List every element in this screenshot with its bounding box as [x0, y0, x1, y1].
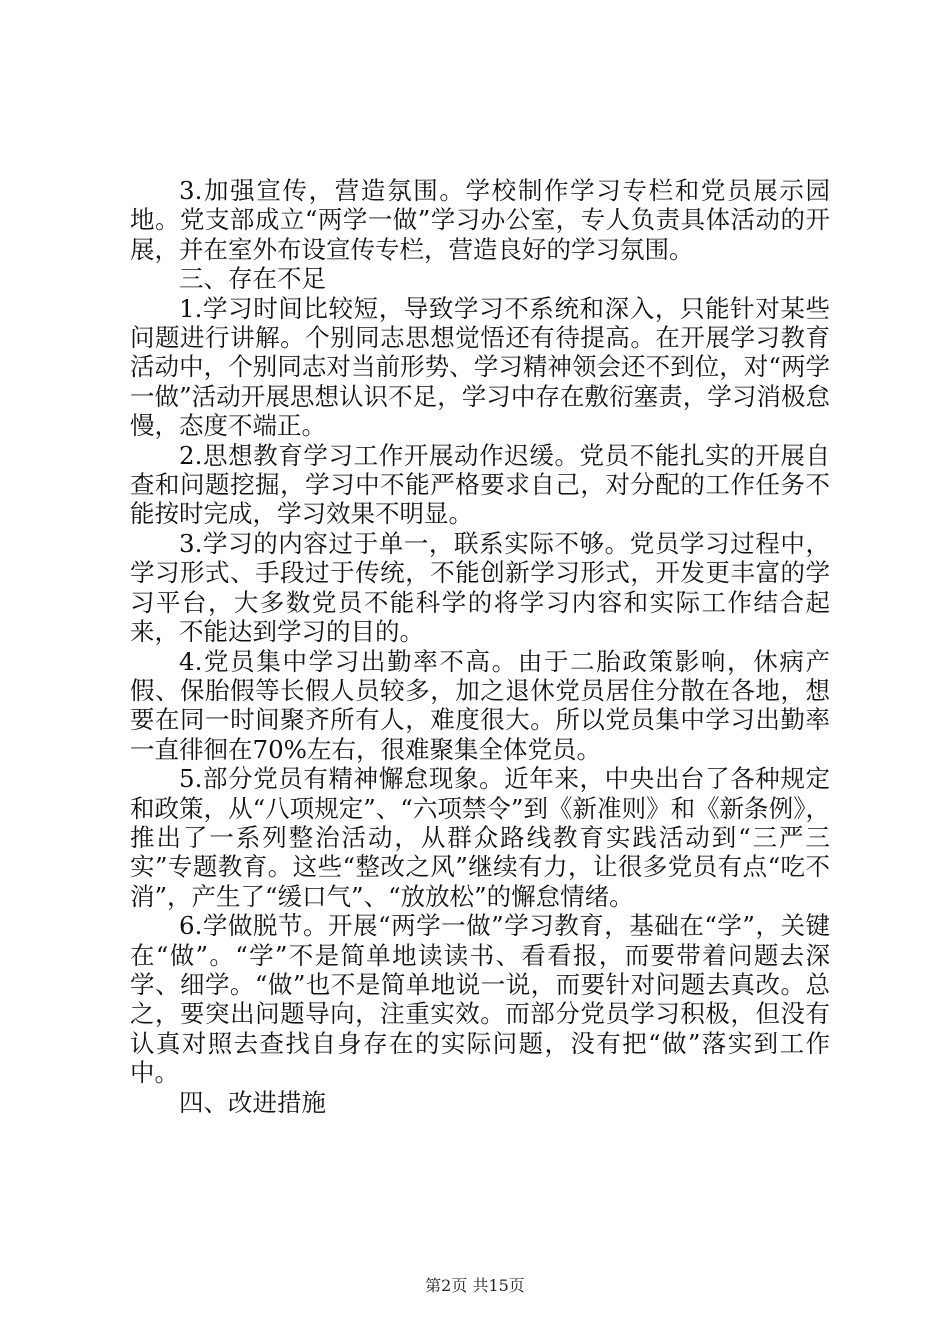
- page-number-footer: 第2页 共15页: [425, 1276, 525, 1295]
- paragraph-shortcoming-1: 1.学习时间比较短，导致学习不系统和深入，只能针对某些问题进行讲解。个别同志思想觉悟还有待提高。在开展学习教育活动中，个别同志对当前形势、学习精神领会还不到位，对“两学一做”活动开展思想认识不足，学习中存在敷衍塞责，学习消极怠慢，态度不端正。: [130, 293, 830, 441]
- paragraph-publicity: 3.加强宣传，营造氛围。学校制作学习专栏和党员展示园地。党支部成立“两学一做”学习办公室，专人负责具体活动的开展，并在室外布设宣传专栏，营造良好的学习氛围。: [130, 176, 830, 264]
- section-heading-improvements: 四、改进措施: [179, 1087, 326, 1117]
- paragraph-shortcoming-6: 6.学做脱节。开展“两学一做”学习教育，基础在“学”，关键在“做”。“学”不是简单地读读书、看看报，而要带着问题去深学、细学。“做”也不是简单地说一说，而要针对问题去真改。总之，要突出问题导向，注重实效。而部分党员学习积极，但没有认真对照去查找自身存在的实际问题，没有把“做”落实到工作中。: [130, 911, 830, 1088]
- document-body: [130, 176, 830, 1117]
- section-heading-shortcomings: 三、存在不足: [179, 264, 326, 294]
- paragraph-shortcoming-3: 3.学习的内容过于单一，联系实际不够。党员学习过程中，学习形式、手段过于传统，不能创新学习形式，开发更丰富的学习平台，大多数党员不能科学的将学习内容和实际工作结合起来，不能达到学习的目的。: [130, 528, 830, 647]
- paragraph-shortcoming-5: 5.部分党员有精神懈怠现象。近年来，中央出台了各种规定和政策，从“八项规定”、“六项禁令”到《新准则》和《新条例》，推出了一系列整治活动，从群众路线教育实践活动到“三严三实”专题教育。这些“整改之风”继续有力，让很多党员有点“吃不消”，产生了“缓口气”、“放放松”的懈怠情绪。: [130, 764, 830, 911]
- paragraph-shortcoming-4: 4.党员集中学习出勤率不高。由于二胎政策影响，休病产假、保胎假等长假人员较多，加之退休党员居住分散在各地，想要在同一时间聚齐所有人，难度很大。所以党员集中学习出勤率一直徘徊在70%左右，很难聚集全体党员。: [130, 646, 830, 764]
- paragraph-shortcoming-2: 2.思想教育学习工作开展动作迟缓。党员不能扎实的开展自查和问题挖掘，学习中不能严格要求自己，对分配的工作任务不能按时完成，学习效果不明显。: [130, 440, 830, 529]
